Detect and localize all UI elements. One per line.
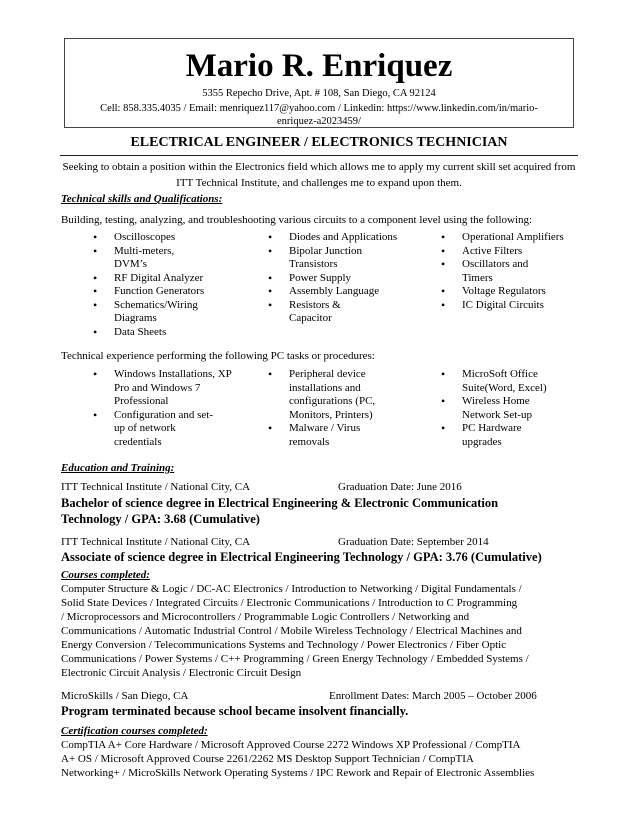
candidate-name: Mario R. Enriquez xyxy=(185,48,453,84)
list-item: • Oscillators and Timers xyxy=(462,258,542,285)
courses-line: / Microprocessors and Microcontrollers / Programmable Logic Controllers / Networking and xyxy=(61,611,470,623)
courses-heading: Courses completed: xyxy=(61,569,150,581)
pc-column-1 xyxy=(92,368,234,449)
courses-line: Computer Structure & Logic / DC-AC Electronics / Introduction to Networking / Digital Fundamentals / xyxy=(61,583,522,595)
list-item: • Assembly Language xyxy=(289,285,399,299)
program-note: Program terminated because school became insolvent financially. xyxy=(61,704,409,718)
courses-line: Communications / Automatic Industrial Control / Mobile Wireless Technology / Electrical Machines and xyxy=(61,625,522,637)
list-item: • Bipolar Junction Transistors xyxy=(289,245,399,272)
list-item: • Malware / Virus removals xyxy=(289,422,369,449)
pc-tasks-intro: Technical experience performing the following PC tasks or procedures: xyxy=(61,350,375,362)
courses-line: Energy Conversion / Telecommunications Systems and Technology / Power Electronics / Fiber Optic xyxy=(61,639,507,651)
list-item: • MicroSoft Office Suite(Word, Excel) xyxy=(462,368,572,395)
address: 5355 Repecho Drive, Apt. # 108, San Diego, CA 92124 xyxy=(202,88,436,99)
list-item: • Schematics/Wiring Diagrams xyxy=(114,299,214,326)
graduation-date: Graduation Date: September 2014 xyxy=(338,536,489,548)
list-item: • Active Filters xyxy=(462,245,582,259)
list-item: • PC Hardware upgrades xyxy=(462,422,552,449)
certification-line: Networking+ / MicroSkills Network Operating Systems / IPC Rework and Repair of Electronic Assemblies xyxy=(61,767,535,779)
pc-column-3 xyxy=(440,368,582,449)
degree: Bachelor of science degree in Electrical Engineering & Electronic Communication xyxy=(61,496,499,510)
education-heading: Education and Training: xyxy=(61,462,175,474)
courses-line: Communications / Power Systems / C++ Programming / Green Energy Technology / Embedded Systems / xyxy=(61,653,529,665)
list-item: • Resistors & Capacitor xyxy=(289,299,359,326)
contact-line-1: Cell: 858.335.4035 / Email: menriquez117@yahoo.com / Linkedin: https://www.linkedin.com/in/mario- xyxy=(100,103,538,114)
list-item: • Function Generators xyxy=(114,285,244,299)
skills-intro: Building, testing, analyzing, and troubleshooting various circuits to a component level using the following: xyxy=(61,214,533,226)
list-item: • Configuration and set-up of network credentials xyxy=(114,409,214,450)
objective: Seeking to obtain a position within the Electronics field which allows me to apply my current skill set acquired from ITT Technical Institute, and challenges me to expand upon them. xyxy=(62,161,576,189)
list-item: • Multi-meters, DVM’s xyxy=(114,245,194,272)
list-item: • Operational Amplifiers xyxy=(462,231,582,245)
divider xyxy=(60,155,578,156)
courses-line: Electronic Circuit Analysis / Electronic Circuit Design xyxy=(61,667,302,679)
school-name: MicroSkills / San Diego, CA xyxy=(61,690,189,702)
list-item: • Data Sheets xyxy=(114,326,244,340)
list-item: • Wireless Home Network Set-up xyxy=(462,395,552,422)
certification-line: A+ OS / Microsoft Approved Course 2261/2262 MS Desktop Support Technician / CompTIA xyxy=(61,753,474,765)
certification-line: CompTIA A+ Core Hardware / Microsoft Approved Course 2272 Windows XP Professional / CompTIA xyxy=(61,739,521,751)
list-item: • Voltage Regulators xyxy=(462,285,582,299)
list-item: • Peripheral device installations and configurations (PC, Monitors, Printers) xyxy=(289,368,384,422)
list-item: • Oscilloscopes xyxy=(114,231,244,245)
skills-column-1 xyxy=(92,231,244,339)
list-item: • Diodes and Applications xyxy=(289,231,399,245)
degree: Associate of science degree in Electrical Engineering Technology / GPA: 3.76 (Cumulative) xyxy=(61,550,542,564)
job-title: ELECTRICAL ENGINEER / ELECTRONICS TECHNICIAN xyxy=(130,135,508,150)
pc-column-2 xyxy=(267,368,409,449)
list-item: • IC Digital Circuits xyxy=(462,299,582,313)
list-item: • Windows Installations, XP Pro and Windows 7 Professional xyxy=(114,368,234,409)
courses-line: Solid State Devices / Integrated Circuits / Electronic Communications / Introduction to C Programming xyxy=(61,597,518,609)
school-name: ITT Technical Institute / National City, CA xyxy=(61,481,251,493)
list-item: • RF Digital Analyzer xyxy=(114,272,244,286)
enrollment-dates: Enrollment Dates: March 2005 – October 2006 xyxy=(329,690,537,702)
skills-column-2 xyxy=(267,231,399,326)
skills-heading: Technical skills and Qualifications: xyxy=(61,193,223,205)
degree-continued: Technology / GPA: 3.68 (Cumulative) xyxy=(61,512,260,526)
skills-column-3 xyxy=(440,231,582,312)
contact-line-2: enriquez-a2023459/ xyxy=(277,116,361,127)
certification-heading: Certification courses completed: xyxy=(61,725,208,737)
list-item: • Power Supply xyxy=(289,272,399,286)
school-name: ITT Technical Institute / National City, CA xyxy=(61,536,251,548)
graduation-date: Graduation Date: June 2016 xyxy=(338,481,462,493)
